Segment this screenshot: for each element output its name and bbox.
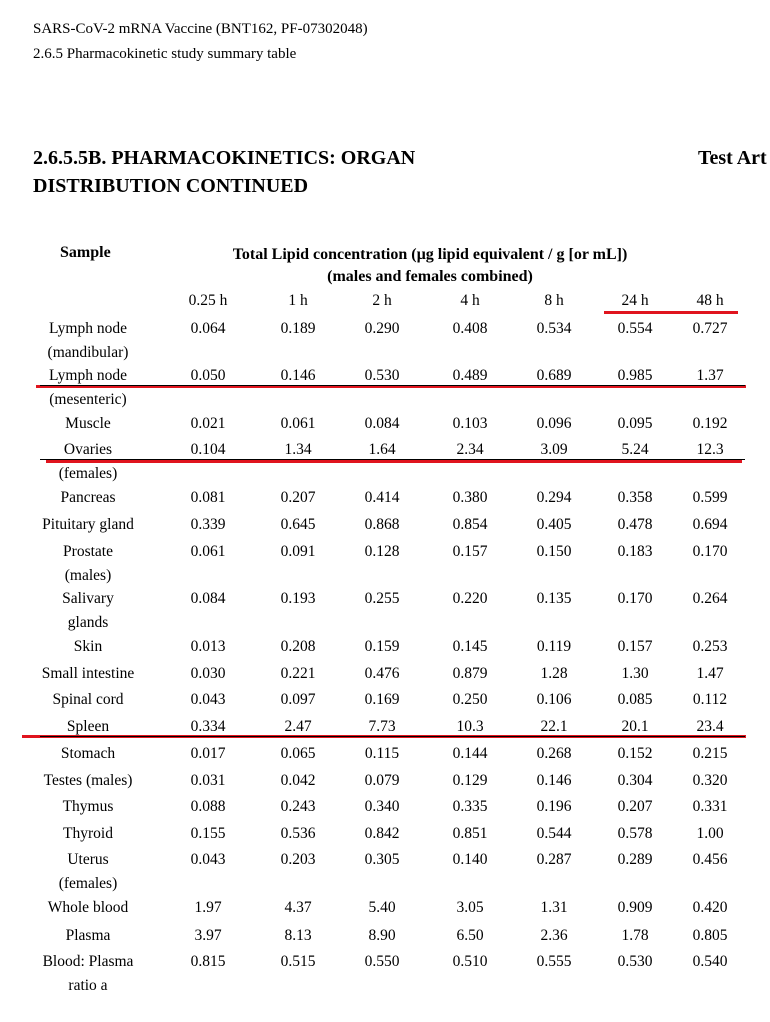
value-cell: 0.155 — [190, 825, 226, 842]
value-cell: 0.340 — [364, 798, 400, 815]
value-cell: 0.203 — [280, 851, 316, 868]
value-cell: 12.3 — [696, 441, 724, 458]
value-cell: 0.013 — [190, 638, 226, 655]
value-cell: 0.061 — [280, 415, 316, 432]
value-cell: 0.339 — [190, 516, 226, 533]
value-cell: 0.081 — [190, 489, 226, 506]
value-cell: 1.34 — [284, 441, 312, 458]
section-right-label: Test Art — [698, 147, 767, 169]
value-cell: 1.47 — [696, 665, 724, 682]
value-cell: 0.842 — [364, 825, 400, 842]
sample-name-line: (mandibular) — [47, 344, 129, 361]
value-cell: 0.146 — [280, 367, 316, 384]
value-cell: 0.207 — [617, 798, 653, 815]
value-cell: 0.530 — [617, 953, 653, 970]
row-underline — [40, 736, 745, 737]
sample-name: Testes (males) — [43, 772, 133, 789]
value-cell: 0.221 — [280, 665, 316, 682]
value-cell: 0.095 — [617, 415, 653, 432]
value-cell: 0.104 — [190, 441, 226, 458]
sample-name: Whole blood — [47, 899, 129, 916]
value-cell: 5.40 — [368, 899, 396, 916]
value-cell: 0.578 — [617, 825, 653, 842]
value-cell: 0.334 — [190, 718, 226, 735]
value-cell: 0.096 — [536, 415, 572, 432]
value-cell: 0.112 — [692, 691, 728, 708]
value-cell: 0.331 — [692, 798, 728, 815]
value-cell: 0.909 — [617, 899, 653, 916]
sample-name: Pituitary gland — [42, 516, 134, 533]
sample-name — [28, 950, 148, 998]
value-cell: 0.290 — [364, 320, 400, 337]
value-cell: 0.854 — [452, 516, 488, 533]
value-cell: 1.97 — [194, 899, 222, 916]
value-cell: 0.727 — [692, 320, 728, 337]
value-cell: 1.78 — [621, 927, 649, 944]
value-cell: 10.3 — [456, 718, 484, 735]
value-cell: 3.97 — [194, 927, 222, 944]
sample-name — [28, 317, 148, 365]
value-cell: 0.146 — [536, 772, 572, 789]
value-cell: 0.476 — [364, 665, 400, 682]
sample-name — [28, 587, 148, 635]
value-cell: 0.694 — [692, 516, 728, 533]
value-cell: 20.1 — [621, 718, 649, 735]
timepoint-header: 8 h — [544, 292, 564, 309]
value-cell: 0.043 — [190, 851, 226, 868]
value-cell: 0.985 — [617, 367, 653, 384]
value-cell: 0.320 — [692, 772, 728, 789]
value-cell: 0.103 — [452, 415, 488, 432]
value-cell: 0.289 — [617, 851, 653, 868]
value-cell: 0.088 — [190, 798, 226, 815]
value-cell: 0.689 — [536, 367, 572, 384]
value-cell: 0.157 — [452, 543, 488, 560]
sample-name — [28, 364, 148, 412]
value-cell: 0.815 — [190, 953, 226, 970]
value-cell: 0.189 — [280, 320, 316, 337]
sample-name: Muscle — [65, 415, 111, 432]
timepoint-header: 4 h — [460, 292, 480, 309]
value-cell: 0.536 — [280, 825, 316, 842]
value-cell: 0.192 — [692, 415, 728, 432]
value-cell: 0.255 — [364, 590, 400, 607]
value-cell: 0.868 — [364, 516, 400, 533]
value-cell: 0.091 — [280, 543, 316, 560]
value-cell: 0.050 — [190, 367, 226, 384]
timepoint-header: 1 h — [288, 292, 308, 309]
value-cell: 0.534 — [536, 320, 572, 337]
value-cell: 0.478 — [617, 516, 653, 533]
value-cell: 0.268 — [536, 745, 572, 762]
value-cell: 2.34 — [456, 441, 484, 458]
value-cell: 0.129 — [452, 772, 488, 789]
value-cell: 0.305 — [364, 851, 400, 868]
row-underline — [40, 385, 745, 386]
value-cell: 1.28 — [540, 665, 568, 682]
value-cell: 0.380 — [452, 489, 488, 506]
value-cell: 0.264 — [692, 590, 728, 607]
value-cell: 0.150 — [536, 543, 572, 560]
value-cell: 0.510 — [452, 953, 488, 970]
document-header-subtitle: 2.6.5 Pharmacokinetic study summary table — [33, 46, 297, 62]
value-cell: 0.183 — [617, 543, 653, 560]
value-cell: 1.37 — [696, 367, 724, 384]
value-cell: 1.00 — [696, 825, 724, 842]
value-cell: 0.170 — [617, 590, 653, 607]
value-cell: 0.031 — [190, 772, 226, 789]
value-cell: 3.09 — [540, 441, 568, 458]
value-cell: 0.159 — [364, 638, 400, 655]
lipid-header-line: Total Lipid concentration (µg lipid equivalent / g [or mL]) — [232, 246, 628, 263]
value-cell: 0.079 — [364, 772, 400, 789]
value-cell: 0.489 — [452, 367, 488, 384]
value-cell: 0.414 — [364, 489, 400, 506]
value-cell: 0.294 — [536, 489, 572, 506]
value-cell: 0.193 — [280, 590, 316, 607]
sample-name-line: Prostate — [63, 543, 113, 560]
value-cell: 0.128 — [364, 543, 400, 560]
value-cell: 0.550 — [364, 953, 400, 970]
document-header-title: SARS-CoV-2 mRNA Vaccine (BNT162, PF-07302048) — [33, 21, 368, 37]
value-cell: 0.405 — [536, 516, 572, 533]
value-cell: 0.599 — [692, 489, 728, 506]
value-cell: 0.243 — [280, 798, 316, 815]
value-cell: 0.061 — [190, 543, 226, 560]
value-cell: 0.169 — [364, 691, 400, 708]
sample-name-line: glands — [67, 614, 109, 631]
value-cell: 1.31 — [540, 899, 568, 916]
timepoint-header: 48 h — [696, 292, 724, 309]
lipid-subheader-line: (males and females combined) — [327, 268, 533, 285]
value-cell: 6.50 — [456, 927, 484, 944]
sample-name: Thymus — [62, 798, 114, 815]
value-cell: 0.030 — [190, 665, 226, 682]
sample-name-line: ratio a — [68, 977, 108, 994]
sample-name-line: (females) — [58, 465, 118, 482]
value-cell: 0.115 — [364, 745, 400, 762]
value-cell: 0.420 — [692, 899, 728, 916]
sample-name-line: (females) — [58, 875, 118, 892]
sample-name: Thyroid — [63, 825, 113, 842]
value-cell: 0.043 — [190, 691, 226, 708]
value-cell: 0.335 — [452, 798, 488, 815]
value-cell: 0.250 — [452, 691, 488, 708]
timepoint-header: 0.25 h — [188, 292, 228, 309]
value-cell: 0.106 — [536, 691, 572, 708]
red-underline-ovaries — [46, 460, 742, 463]
value-cell: 0.097 — [280, 691, 316, 708]
value-cell: 0.207 — [280, 489, 316, 506]
row-underline — [40, 459, 745, 460]
value-cell: 0.170 — [692, 543, 728, 560]
value-cell: 2.36 — [540, 927, 568, 944]
value-cell: 0.456 — [692, 851, 728, 868]
sample-name-line: (males) — [64, 567, 112, 584]
timepoint-header: 24 h — [621, 292, 649, 309]
value-cell: 0.304 — [617, 772, 653, 789]
value-cell: 0.042 — [280, 772, 316, 789]
sample-name-line: Blood: Plasma — [42, 953, 134, 970]
value-cell: 1.64 — [368, 441, 396, 458]
sample-name: Skin — [73, 638, 103, 655]
sample-name-line: Lymph node — [49, 320, 127, 337]
value-cell: 2.47 — [284, 718, 312, 735]
red-underline-24h-48h — [604, 311, 738, 314]
value-cell: 7.73 — [368, 718, 396, 735]
value-cell: 0.554 — [617, 320, 653, 337]
value-cell: 0.152 — [617, 745, 653, 762]
timepoint-header: 2 h — [372, 292, 392, 309]
value-cell: 8.13 — [284, 927, 312, 944]
value-cell: 22.1 — [540, 718, 568, 735]
value-cell: 0.215 — [692, 745, 728, 762]
value-cell: 0.119 — [536, 638, 572, 655]
value-cell: 0.064 — [190, 320, 226, 337]
sample-name-line: Ovaries — [63, 441, 113, 458]
value-cell: 0.879 — [452, 665, 488, 682]
value-cell: 0.084 — [190, 590, 226, 607]
section-title: 2.6.5.5B. PHARMACOKINETICS: ORGAN DISTRIBUTION CONTINUED — [33, 147, 416, 197]
value-cell: 0.196 — [536, 798, 572, 815]
sample-name-line: Salivary — [62, 590, 114, 607]
value-cell: 0.140 — [452, 851, 488, 868]
value-cell: 0.515 — [280, 953, 316, 970]
sample-name: Plasma — [65, 927, 111, 944]
value-cell: 0.253 — [692, 638, 728, 655]
value-cell: 0.851 — [452, 825, 488, 842]
value-cell: 0.208 — [280, 638, 316, 655]
value-cell: 0.555 — [536, 953, 572, 970]
value-cell: 0.530 — [364, 367, 400, 384]
sample-name-line: Uterus — [67, 851, 109, 868]
value-cell: 0.544 — [536, 825, 572, 842]
value-cell: 1.30 — [621, 665, 649, 682]
sample-name — [28, 848, 148, 896]
sample-name: Pancreas — [60, 489, 116, 506]
value-cell: 5.24 — [621, 441, 649, 458]
value-cell: 0.084 — [364, 415, 400, 432]
value-cell: 0.645 — [280, 516, 316, 533]
value-cell: 0.135 — [536, 590, 572, 607]
value-cell: 0.017 — [190, 745, 226, 762]
value-cell: 0.287 — [536, 851, 572, 868]
value-cell: 23.4 — [696, 718, 724, 735]
value-cell: 0.408 — [452, 320, 488, 337]
sample-name-line: (mesenteric) — [49, 391, 127, 408]
value-cell: 0.358 — [617, 489, 653, 506]
sample-column-header: Sample — [60, 244, 111, 261]
value-cell: 0.065 — [280, 745, 316, 762]
value-cell: 3.05 — [456, 899, 484, 916]
value-cell: 0.144 — [452, 745, 488, 762]
value-cell: 0.157 — [617, 638, 653, 655]
value-cell: 0.021 — [190, 415, 226, 432]
sample-name — [28, 540, 148, 588]
value-cell: 8.90 — [368, 927, 396, 944]
sample-name: Spleen — [66, 718, 110, 735]
sample-name: Spinal cord — [52, 691, 124, 708]
value-cell: 0.540 — [692, 953, 728, 970]
value-cell: 0.085 — [617, 691, 653, 708]
value-cell: 0.805 — [692, 927, 728, 944]
value-cell: 0.220 — [452, 590, 488, 607]
sample-name: Stomach — [60, 745, 116, 762]
sample-name: Small intestine — [41, 665, 135, 682]
sample-name-line: Lymph node — [49, 367, 127, 384]
value-cell: 4.37 — [284, 899, 312, 916]
value-cell: 0.145 — [452, 638, 488, 655]
lipid-concentration-header — [190, 244, 670, 288]
